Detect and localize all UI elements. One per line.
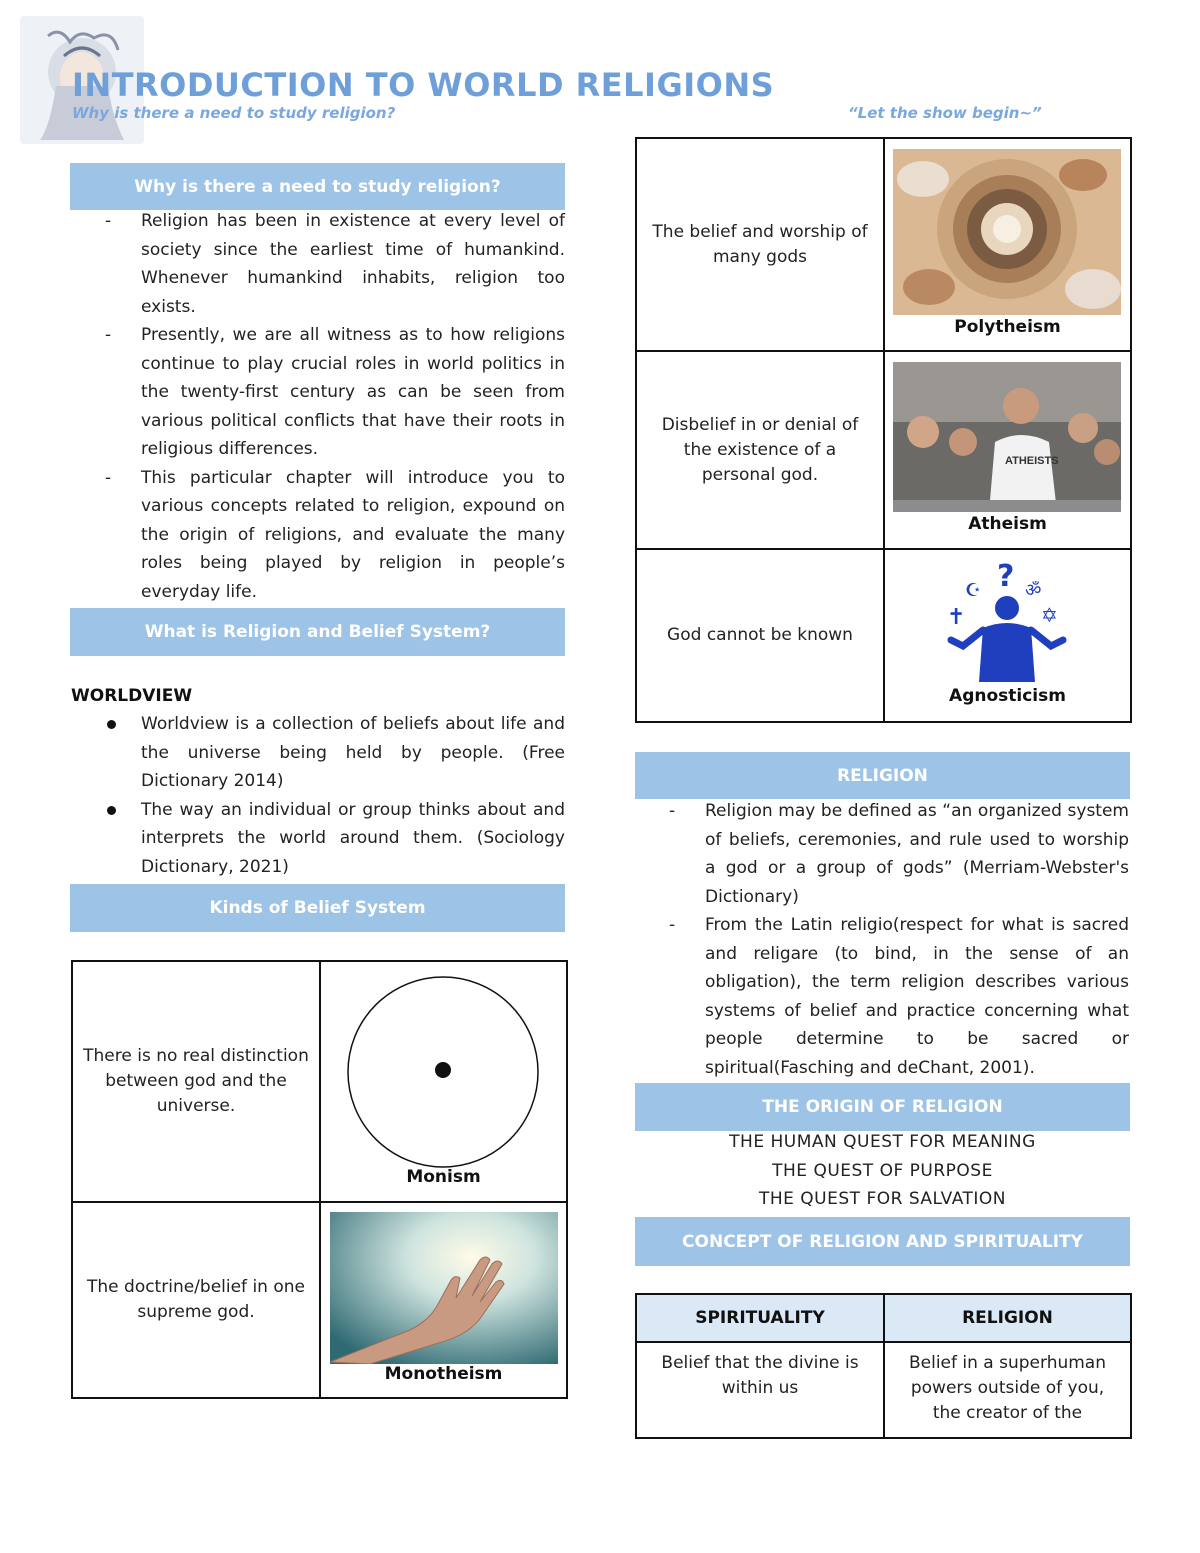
cross-icon: ✝: [947, 605, 966, 630]
agnosticism-cell: [885, 550, 1130, 721]
section-header-concept: CONCEPT OF RELIGION AND SPIRITUALITY: [635, 1217, 1130, 1266]
monism-cell: [321, 962, 566, 1201]
religion-cell: Belief in a superhuman powers outside of you, the creator of the: [908, 1353, 1106, 1423]
spirituality-cell: Belief that the divine is within us: [661, 1353, 859, 1398]
monism-circle-icon: [345, 974, 541, 1170]
star-of-david-icon: ✡: [1041, 603, 1058, 627]
list-item: - Religion has been in existence at every level of society since the earliest time of humankind. Whenever humankind inhabits, religion too exists.: [71, 207, 565, 321]
hand-reaching-light-icon: [330, 1212, 558, 1364]
atheism-cell: [885, 352, 1130, 548]
tagline: “Let the show begin~”: [848, 104, 1042, 122]
monotheism-cell: [321, 1203, 566, 1397]
svg-text:ATHEISTS: ATHEISTS: [1005, 455, 1059, 467]
page-subtitle: Why is there a need to study religion?: [72, 104, 396, 122]
origin-line: THE HUMAN QUEST FOR MEANING: [729, 1132, 1036, 1152]
why-study-list: [71, 207, 565, 606]
polytheism-description: The belief and worship of many gods: [652, 221, 868, 267]
list-item: - This particular chapter will introduce you to various concepts related to religion, expound on the origin of religions, and evaluate the many roles being played by religion in people’s everyday life.: [71, 464, 565, 607]
section-header-why-study: Why is there a need to study religion?: [70, 163, 565, 210]
agnosticism-description: God cannot be known: [667, 625, 853, 645]
monism-caption: Monism: [406, 1167, 481, 1187]
belief-table-right: [635, 137, 1132, 723]
belief-table-left: [71, 960, 568, 1399]
section-header-religion-belief: What is Religion and Belief System?: [70, 608, 565, 656]
concept-table: [635, 1293, 1132, 1439]
polytheism-cell: [885, 139, 1130, 350]
shrugging-figure-symbols-icon: [943, 556, 1071, 684]
list-item: The way an individual or group thinks about and interprets the world around them. (Sociology Dictionary, 2021): [71, 796, 565, 882]
list-item: - From the Latin religio(respect for what is sacred and religare (to bind, in the sense of an obligation), the term religion describes various systems of belief and practice concerning what people determine to be sacred or spiritual(Fasching and deChant, 2001).: [635, 911, 1129, 1082]
monotheism-caption: Monotheism: [384, 1364, 503, 1384]
atheism-caption: Atheism: [968, 514, 1047, 534]
origin-line: THE QUEST OF PURPOSE: [772, 1160, 993, 1181]
monism-description: There is no real distinction between god and the universe.: [83, 1046, 309, 1116]
section-header-religion: RELIGION: [635, 752, 1130, 799]
om-icon: ॐ: [1025, 580, 1042, 601]
agnosticism-caption: Agnosticism: [949, 686, 1066, 706]
religion-list: [635, 797, 1129, 1082]
page-title: INTRODUCTION TO WORLD RELIGIONS: [72, 66, 775, 104]
worldview-list: [71, 710, 565, 881]
origin-line: THE QUEST FOR SALVATION: [758, 1189, 1007, 1209]
section-header-origin: THE ORIGIN OF RELIGION: [635, 1083, 1130, 1131]
list-item: - Religion may be defined as “an organized system of beliefs, ceremonies, and rule used to worship a god or a group of gods” (Merriam-Webster's Dictionary): [635, 797, 1129, 911]
atheism-description: Disbelief in or denial of the existence of a personal god.: [661, 414, 859, 485]
origin-lines: [635, 1128, 1130, 1214]
religion-header: RELIGION: [885, 1295, 1130, 1341]
question-mark-icon: ?: [997, 559, 1015, 594]
list-item: - Presently, we are all witness as to how religions continue to play crucial roles in world politics in the twenty-first century as can be seen from various political conflicts that have their roots in religious differences.: [71, 321, 565, 464]
protest-crowd-icon: [893, 362, 1121, 512]
crescent-icon: ☪: [965, 580, 982, 601]
worldview-heading: WORLDVIEW: [71, 686, 193, 706]
monotheism-description: The doctrine/belief in one supreme god.: [87, 1277, 305, 1322]
polytheism-caption: Polytheism: [954, 317, 1061, 337]
spirituality-header: SPIRITUALITY: [637, 1295, 883, 1341]
ceiling-fresco-icon: [893, 149, 1121, 315]
section-header-kinds-belief: Kinds of Belief System: [70, 884, 565, 932]
list-item: Worldview is a collection of beliefs about life and the universe being held by people. (Free Dictionary 2014): [71, 710, 565, 796]
